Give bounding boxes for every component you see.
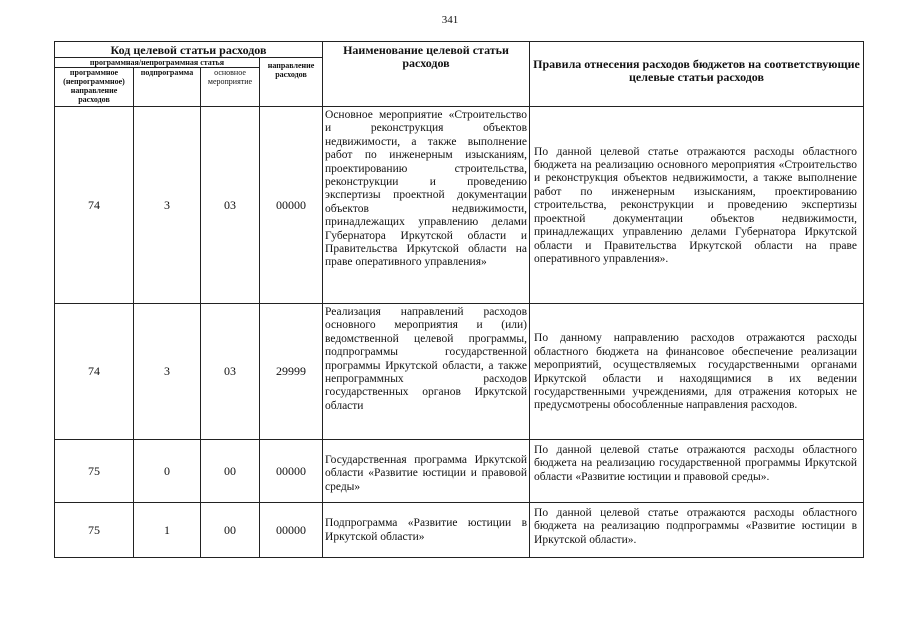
subprogram-cell: 3 xyxy=(134,107,201,304)
name-cell: Государственная программа Иркутской области «Развитие юстиции и правовой среды» xyxy=(323,440,530,503)
subprogram-cell: 1 xyxy=(134,503,201,558)
table-row xyxy=(55,503,864,558)
program-cell: 74 xyxy=(55,107,134,304)
main-event-cell: 00 xyxy=(201,440,260,503)
direction-cell: 29999 xyxy=(260,304,323,440)
main-event-cell: 03 xyxy=(201,107,260,304)
rule-cell: По данной целевой статье отражаются расходы областного бюджета на реализацию подпрограммы «Развитие юстиции в Иркутской области». xyxy=(530,503,864,558)
direction-cell: 00000 xyxy=(260,440,323,503)
program-header: программное (непрограммное) направление расходов xyxy=(55,68,134,107)
rules-column-header: Правила отнесения расходов бюджетов на соответствующие целевые статьи расходов xyxy=(530,42,864,107)
subprogram-cell: 3 xyxy=(134,304,201,440)
program-cell: 75 xyxy=(55,440,134,503)
main-event-cell: 03 xyxy=(201,304,260,440)
rule-cell: По данному направлению расходов отражаются расходы областного бюджета на финансовое обеспечение реализации мероприятий, осуществляемых государственными органами Иркутской области и находящимися в их ведении государственными учреждениями, для отражения которых не предусмотрены обособленные направления расходов. xyxy=(530,304,864,440)
table-row xyxy=(55,304,864,440)
program-cell: 74 xyxy=(55,304,134,440)
name-column-header: Наименование целевой статьи расходов xyxy=(323,42,530,107)
rule-cell: По данной целевой статье отражаются расходы областного бюджета на реализацию основного мероприятия «Строительство и реконструкция объектов недвижимости, а также выполнение работ по инженерным изысканиям, проектированию строительства, реконструкции и проведению экспертизы проектной документации объектов недвижимости, принадлежащих управлению делами Губернатора Иркутской области и Правительства Иркутской области на праве оперативного управления». xyxy=(530,107,864,304)
main-event-header: основное мероприятие xyxy=(201,68,260,107)
program-cell: 75 xyxy=(55,503,134,558)
code-group-header: Код целевой статьи расходов xyxy=(55,42,323,58)
rule-cell: По данной целевой статье отражаются расходы областного бюджета на реализацию государственной программы Иркутской области «Развитие юстиции и правовой среды». xyxy=(530,440,864,503)
main-event-cell: 00 xyxy=(201,503,260,558)
budget-classification-table xyxy=(54,41,864,558)
program-group-header: программная/непрограммная статья xyxy=(55,58,260,68)
direction-cell: 00000 xyxy=(260,107,323,304)
name-cell: Основное мероприятие «Строительство и реконструкция объектов недвижимости, а также выполнение работ по инженерным изысканиям, проектированию строительства, реконструкции и проведению экспертизы проектной документации объектов недвижимости, принадлежащих управлению делами Губернатора Иркутской области и Правительства Иркутской области на праве оперативного управления» xyxy=(323,107,530,304)
page-number: 341 xyxy=(441,14,459,26)
name-cell: Подпрограмма «Развитие юстиции в Иркутской области» xyxy=(323,503,530,558)
direction-header: направление расходов xyxy=(260,58,323,107)
table-row xyxy=(55,107,864,304)
table-row xyxy=(55,440,864,503)
name-cell: Реализация направлений расходов основного мероприятия и (или) ведомственной целевой программы, подпрограммы государственной программы Иркутской области, а также непрограммных расходов государственных органов Иркутской области xyxy=(323,304,530,440)
subprogram-header: подпрограмма xyxy=(134,68,201,107)
direction-cell: 00000 xyxy=(260,503,323,558)
subprogram-cell: 0 xyxy=(134,440,201,503)
